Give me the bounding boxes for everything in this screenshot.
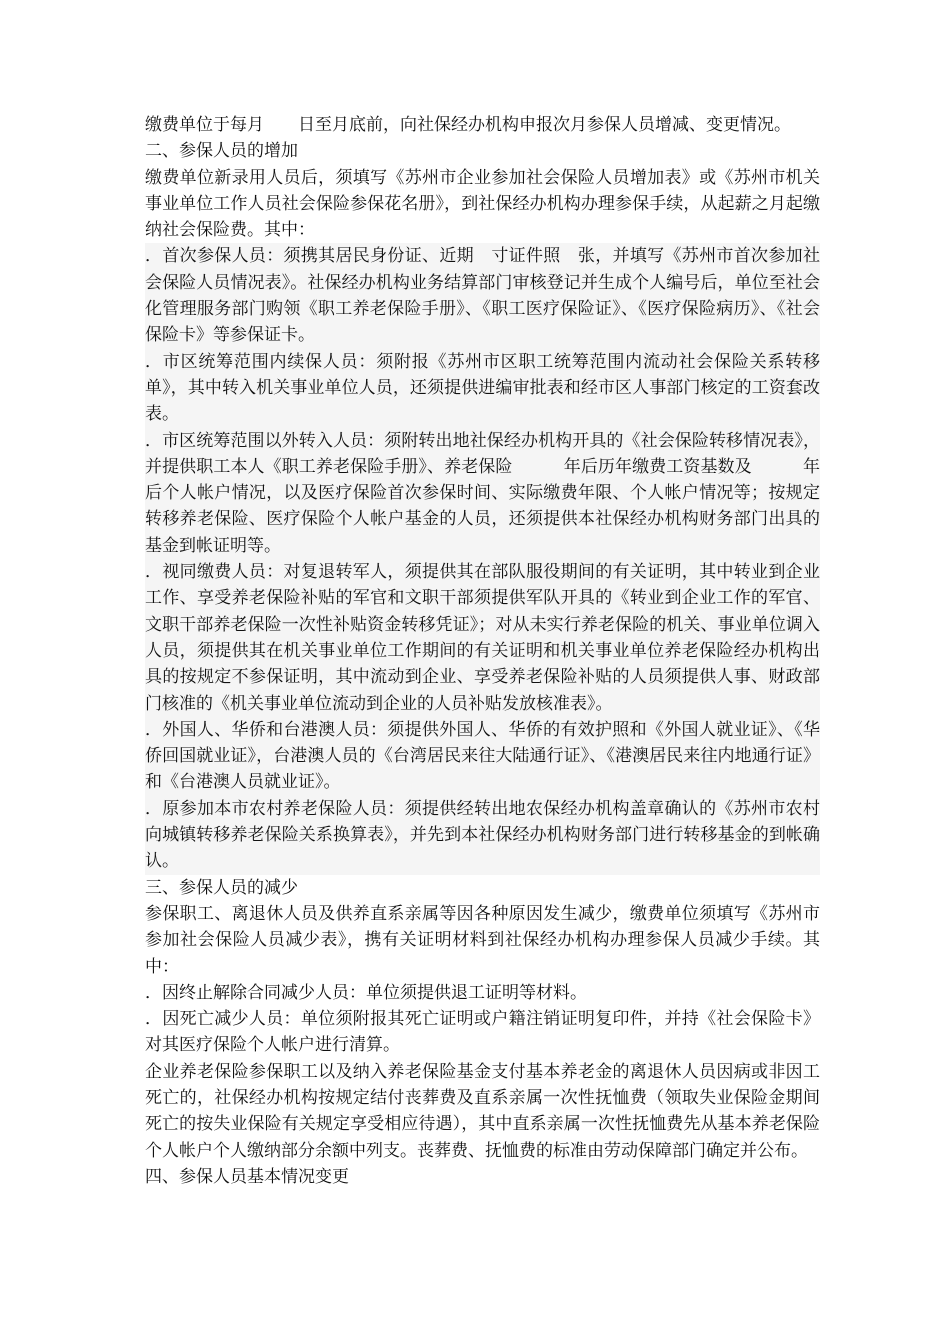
paragraph-funeral-benefits: 企业养老保险参保职工以及纳入养老保险基金支付基本养老金的离退休人员因病或非因工死亡的，社保经办机构按规定结付丧葬费及直系亲属一次性抚恤费（领取失业保险金期间死亡的按失业保险有关规定享受相应待遇），其中直系亲属一次性抚恤费先从基本养老保险个人帐户个人缴纳部分余额中列支。丧葬费、抚恤费的标准由劳动保障部门确定并公布。 [145,1061,820,1161]
list-item-death: ．因死亡减少人员：单位须附报其死亡证明或户籍注销证明复印件，并持《社会保险卡》对其医疗保险个人帐户进行清算。 [145,1009,820,1056]
paragraph-intro: 缴费单位于每月 日至月底前，向社保经办机构申报次月参保人员增减、变更情况。 [145,115,791,135]
paragraph-increase: 缴费单位新录用人员后，须填写《苏州市企业参加社会保险人员增加表》或《苏州市机关事业单位工作人员社会保险参保花名册》，到社保经办机构办理参保手续，从起薪之月起缴纳社会保险费。其中： [145,167,820,241]
paragraph-decrease: 参保职工、离退休人员及供养直系亲属等因各种原因发生减少，缴费单位须填写《苏州市参加社会保险人员减少表》，携有关证明材料到社保经办机构办理参保人员减少手续。其中： [145,903,820,977]
section-heading-3: 三、参保人员的减少 [145,877,298,898]
section-heading-4: 四、参保人员基本情况变更 [145,1166,349,1187]
document-body [145,112,820,1190]
list-item-rural-insurance: ．原参加本市农村养老保险人员：须提供经转出地农保经办机构盖章确认的《苏州市农村向城镇转移养老保险关系换算表》，并先到本社保经办机构财务部门进行转移基金的到帐确认。 [145,796,820,875]
list-item-first-enrollment: ．首次参保人员：须携其居民身份证、近期 寸证件照 张，并填写《苏州市首次参加社会保险人员情况表》。社保经办机构业务结算部门审核登记并生成个人编号后，单位至社会化管理服务部门购领《职工养老保险手册》、《职工医疗保险证》、《医疗保险病历》、《社会保险卡》等参保证卡。 [145,243,820,348]
section-heading-2: 二、参保人员的增加 [145,141,298,162]
list-item-deemed-contribution: ．视同缴费人员：对复退转军人，须提供其在部队服役期间的有关证明，其中转业到企业工作、享受养老保险补贴的军官和文职干部须提供军队开具的《转业到企业工作的军官、文职干部养老保险一次性补贴资金转移凭证》；对从未实行养老保险的机关、事业单位调入人员，须提供其在机关事业单位工作期间的有关证明和机关事业单位养老保险经办机构出具的按规定不参保证明，其中流动到企业、享受养老保险补贴的人员须提供人事、财政部门核准的《机关事业单位流动到企业的人员补贴发放核准表》。 [145,559,820,717]
list-item-foreigners: ．外国人、华侨和台港澳人员：须提供外国人、华侨的有效护照和《外国人就业证》、《华侨回国就业证》，台港澳人员的《台湾居民来往大陆通行证》、《港澳居民来往内地通行证》和《台港澳人员就业证》。 [145,717,820,796]
list-item-transfer-in: ．市区统筹范围以外转入人员：须附转出地社保经办机构开具的《社会保险转移情况表》，并提供职工本人《职工养老保险手册》、养老保险 年后历年缴费工资基数及 年后个人帐户情况，以及医疗保险首次参保时间、实际缴费年限、个人帐户情况等；按规定转移养老保险、医疗保险个人帐户基金的人员，还须提供本社保经办机构财务部门出具的基金到帐证明等。 [145,428,820,559]
list-item-continued-enrollment: ．市区统筹范围内续保人员：须附报《苏州市区职工统筹范围内流动社会保险关系转移单》，其中转入机关事业单位人员，还须提供进编审批表和经市区人事部门核定的工资套改表。 [145,349,820,428]
list-item-contract-termination: ．因终止解除合同减少人员：单位须提供退工证明等材料。 [145,982,587,1003]
